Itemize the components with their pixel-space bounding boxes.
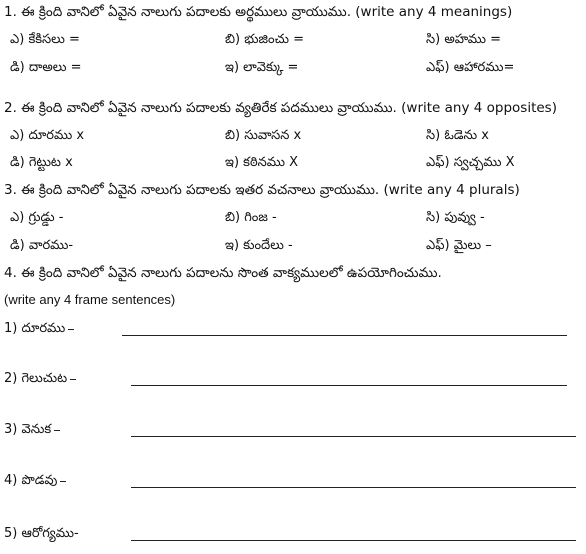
question-2-title: 2. ఈ క్రింది వానిలో ఏవైన నాలుగు పదాలకు వ్యతిరేక పదములు వ్రాయుము. (write any 4 opposites) xyxy=(4,100,557,116)
answer-line-5[interactable] xyxy=(131,540,576,541)
answer-line-2[interactable] xyxy=(131,385,567,386)
q1-item-a: ఎ) కేకిసలు = xyxy=(10,32,80,47)
q1-item-e: ఇ) లావెక్కు = xyxy=(225,60,299,75)
sentence-2-word: 2) గెలుచుట xyxy=(4,371,76,389)
q1-item-f: ఎఫ్) ఆహారము= xyxy=(426,60,515,75)
q1-item-d: డి) దాఅలు = xyxy=(10,60,82,75)
q2-item-c: సి) ఓడెను x xyxy=(426,128,489,143)
sentence-3-word: 3) వెనుక xyxy=(4,422,60,440)
q3-item-d: డి) వారము- xyxy=(10,238,74,253)
question-3-title: 3. ఈ క్రింది వానిలో ఏవైన నాలుగు పదాలకు ఇతర వచనాలు వ్రాయుము. (write any 4 plurals) xyxy=(4,182,520,198)
answer-line-3[interactable] xyxy=(131,436,576,437)
question-4-subtitle: (write any 4 frame sentences) xyxy=(4,292,176,307)
sentence-5-word: 5) ఆరోగ్యము- xyxy=(4,526,79,541)
q2-item-e: ఇ) కఠినము X xyxy=(225,155,299,170)
question-1-title: 1. ఈ క్రింది వానిలో ఏవైన నాలుగు పదాలకు అర్థములు వ్రాయుము. (write any 4 meanings) xyxy=(4,4,513,20)
q3-item-c: సి) పువ్వు - xyxy=(426,210,485,225)
sentence-1-word: 1) దూరము xyxy=(4,321,74,339)
question-4-title: 4. ఈ క్రింది వానిలో ఏవైన నాలుగు పదాలను సొంత వాక్యములలో ఉపయోగించుము. xyxy=(4,265,442,281)
q3-item-a: ఎ) గ్రుడ్డు - xyxy=(10,210,64,225)
answer-line-4[interactable] xyxy=(131,487,576,488)
q2-item-a: ఎ) దూరము x xyxy=(10,128,85,143)
q3-item-e: ఇ) కుందేలు - xyxy=(225,238,293,253)
q1-item-c: సి) అహము = xyxy=(426,32,502,47)
sentence-4-word: 4) పొడవు xyxy=(4,473,66,491)
q3-item-f: ఎఫ్) మైలు – xyxy=(426,238,492,253)
q3-item-b: బి) గింజ - xyxy=(225,210,277,225)
q2-item-f: ఎఫ్) స్వచ్చము X xyxy=(426,155,515,170)
q2-item-d: డి) గెట్టుట x xyxy=(10,155,73,170)
q1-item-b: బి) భుజించు = xyxy=(225,32,304,47)
answer-line-1[interactable] xyxy=(122,335,567,336)
q2-item-b: బి) సువాసన x xyxy=(225,128,302,143)
